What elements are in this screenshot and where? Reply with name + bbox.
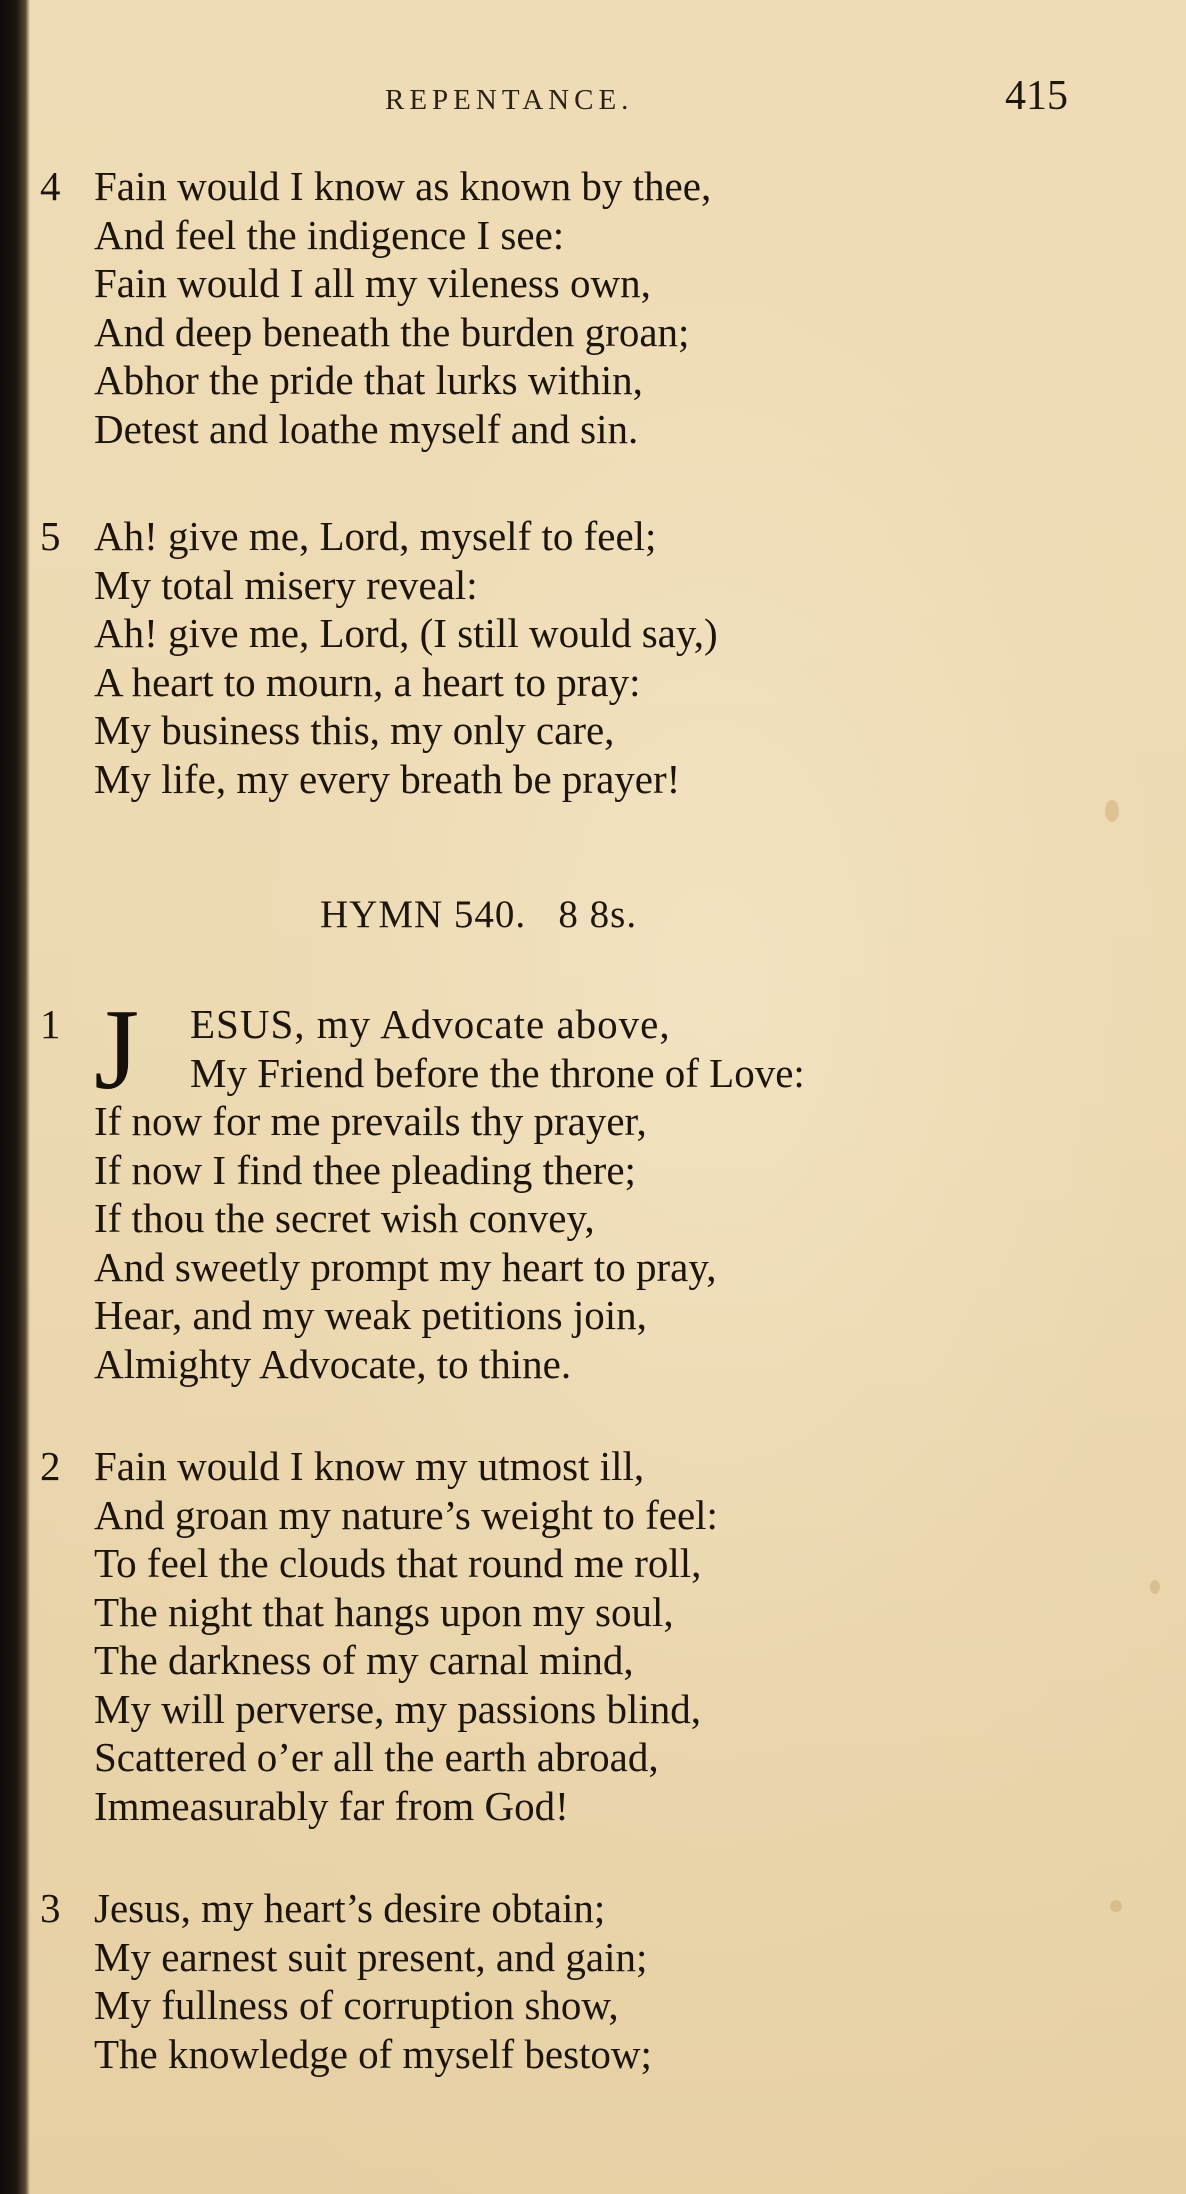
verse-line: Immeasurably far from God! [94, 1782, 569, 1829]
hymn-stanza-1 [40, 986, 1160, 1388]
verse-line [40, 162, 1160, 211]
running-title: REPENTANCE. [385, 84, 634, 116]
stanza-4 [40, 162, 1160, 453]
verse-line: Fain would I all my vileness own, [94, 260, 651, 306]
verse-line: If now I find thee pleading there; [94, 1146, 636, 1193]
hymn-heading: HYMN 540. 8 8s. [320, 893, 638, 936]
verse-line: And feel the indigence I see: [94, 211, 565, 258]
paper-stain [1105, 800, 1119, 822]
verse-line: The night that hangs upon my soul, [94, 1588, 674, 1635]
verse-line [40, 512, 1160, 561]
verse-number: 4 [40, 163, 61, 209]
verse-line: Abhor the pride that lurks within, [94, 357, 643, 403]
verse-line: My Friend before the throne of Love: [190, 1049, 805, 1096]
verse-number: 3 [40, 1885, 61, 1931]
verse-line: My business this, my only care, [94, 707, 615, 753]
stanza-5 [40, 512, 1160, 803]
verse-line: Ah! give me, Lord, (I still would say,) [94, 610, 718, 656]
hymn-stanza-3 [40, 1884, 1160, 2078]
verse-line: My life, my every breath be prayer! [94, 755, 681, 802]
verse-line [40, 1884, 1160, 1933]
verse-line: If thou the secret wish convey, [94, 1195, 595, 1241]
verse-line: And sweetly prompt my heart to pray, [94, 1243, 717, 1290]
verse-line: My will perverse, my passions blind, [94, 1685, 701, 1732]
verse-line: To feel the clouds that round me roll, [94, 1540, 702, 1586]
verse-text: Jesus, my heart’s desire obtain; [94, 1885, 606, 1931]
verse-line: Detest and loathe myself and sin. [94, 405, 639, 452]
verse-line: Almighty Advocate, to thine. [94, 1340, 572, 1387]
verse-line [40, 1000, 1160, 1049]
page-header [0, 72, 1186, 132]
book-spine-shadow [0, 0, 30, 2194]
verse-line: Hear, and my weak petitions join, [94, 1292, 647, 1338]
verse-line: My earnest suit present, and gain; [94, 1933, 648, 1980]
verse-line: And groan my nature’s weight to feel: [94, 1491, 718, 1538]
verse-line: My fullness of corruption show, [94, 1982, 619, 2028]
page-number: 415 [1005, 73, 1068, 119]
hymn-stanza-2 [40, 1442, 1160, 1830]
drop-cap: J [94, 986, 140, 1114]
verse-line: A heart to mourn, a heart to pray: [94, 658, 641, 705]
verse-number: 1 [40, 1001, 61, 1047]
verse-text: Ah! give me, Lord, myself to feel; [94, 513, 657, 559]
verse-line [40, 1442, 1160, 1491]
verse-number: 5 [40, 513, 61, 559]
verse-number: 2 [40, 1443, 61, 1489]
verse-text: ESUS, my Advocate above, [190, 1001, 671, 1047]
verse-text: Fain would I know as known by thee, [94, 163, 712, 209]
verse-text: Fain would I know my utmost ill, [94, 1443, 645, 1489]
verse-line: And deep beneath the burden groan; [94, 308, 690, 355]
verse-line: Scattered o’er all the earth abroad, [94, 1734, 659, 1780]
verse-line: The darkness of my carnal mind, [94, 1637, 634, 1683]
verse-line: My total misery reveal: [94, 561, 478, 608]
verse-line: If now for me prevails thy prayer, [94, 1098, 647, 1144]
verse-line: The knowledge of myself bestow; [94, 2030, 652, 2077]
